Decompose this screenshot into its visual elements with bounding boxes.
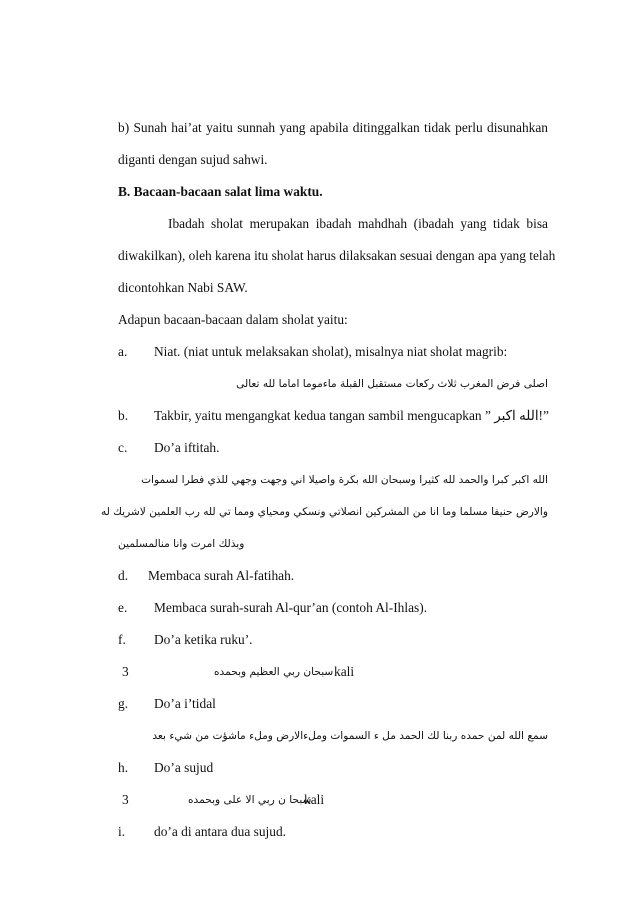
item-e-text: Membaca surah-surah Al-qur’an (contoh Al-Ihlas). xyxy=(154,600,428,615)
arabic-niat: اصلى فرض المغرب ثلاث ركعات مستقبل القبلة ماءموما اماما لله تعالى xyxy=(236,378,548,390)
item-b-text: Takbir, yaitu mengangkat kedua tangan sambil mengucapkan ” الله اكبر!” xyxy=(154,408,549,423)
intro-line2: diwakilkan), oleh karena itu sholat harus dilaksakan sesuai dengan apa yang telah xyxy=(118,248,556,263)
item-i xyxy=(118,824,548,840)
arabic-iftitah-line3-text: وبذلك امرت وانا منالمسلمين xyxy=(118,538,245,550)
item-b-label: b. xyxy=(118,408,129,423)
arabic-itidal: سمع الله لمن حمده ربنا لك الحمد مل ء السموات وملءالارض وملء ماشؤت من شيء بعد xyxy=(152,730,548,742)
item-e xyxy=(118,600,548,616)
item-g xyxy=(118,696,548,712)
item-g-label: g. xyxy=(118,696,129,711)
item-c-label: c. xyxy=(118,440,128,455)
intro-line3: dicontohkan Nabi SAW. xyxy=(118,280,248,295)
item-f-label: f. xyxy=(118,632,126,647)
item-a xyxy=(118,344,548,360)
sujud-arabic: سبحا ن ربي الا على وبحمده xyxy=(188,794,312,806)
item-h-text: Do’a sujud xyxy=(154,760,214,775)
item-h-label: h. xyxy=(118,760,129,775)
item-i-label: i. xyxy=(118,824,126,839)
item-c xyxy=(118,440,548,456)
item-i-text: do’a di antara dua sujud. xyxy=(154,824,287,839)
para-sunah-haiat-line1: b) Sunah hai’at yaitu sunnah yang apabila ditinggalkan tidak perlu disunahkan xyxy=(118,120,548,135)
item-d-text: Membaca surah Al-fatihah. xyxy=(148,568,295,583)
sujud-count: 3 xyxy=(122,792,129,807)
item-d-label: d. xyxy=(118,568,129,583)
item-a-label: a. xyxy=(118,344,128,359)
ruku-arabic: سبحان ربي العظيم وبحمده xyxy=(214,666,334,678)
para-sunah-haiat-line2: diganti dengan sujud sahwi. xyxy=(118,152,268,167)
item-g-text: Do’a i’tidal xyxy=(154,696,216,711)
ruku-kali: kali xyxy=(334,664,355,679)
intro-line4: Adapun bacaan-bacaan dalam sholat yaitu: xyxy=(118,312,348,327)
item-e-label: e. xyxy=(118,600,128,615)
arabic-iftitah-line3 xyxy=(118,536,548,552)
ruku-count: 3 xyxy=(122,664,129,679)
item-a-text: Niat. (niat untuk melaksakan sholat), misalnya niat sholat magrib: xyxy=(154,344,508,359)
intro-line1: Ibadah sholat merupakan ibadah mahdhah (ibadah yang tidak bisa xyxy=(168,216,548,231)
item-d xyxy=(118,568,548,584)
item-c-text: Do’a iftitah. xyxy=(154,440,220,455)
section-title: B. Bacaan-bacaan salat lima waktu. xyxy=(118,184,323,199)
arabic-iftitah-line2: والارض حنيفا مسلما وما انا من المشركين انصلاتي ونسكي ومحياي ومما تي لله رب العلمين لاشريك له xyxy=(100,506,548,518)
item-f-text: Do’a ketika ruku’. xyxy=(154,632,253,647)
item-f xyxy=(118,632,548,648)
sujud-kali: kali xyxy=(304,792,325,807)
item-b xyxy=(118,408,548,424)
item-h xyxy=(118,760,548,776)
arabic-iftitah-line1: الله اكبر كبرا والحمد لله كثيرا وسبحان الله بكرة واصيلا اني وجهت وجهي للذي فطرا لسموات xyxy=(141,474,548,486)
